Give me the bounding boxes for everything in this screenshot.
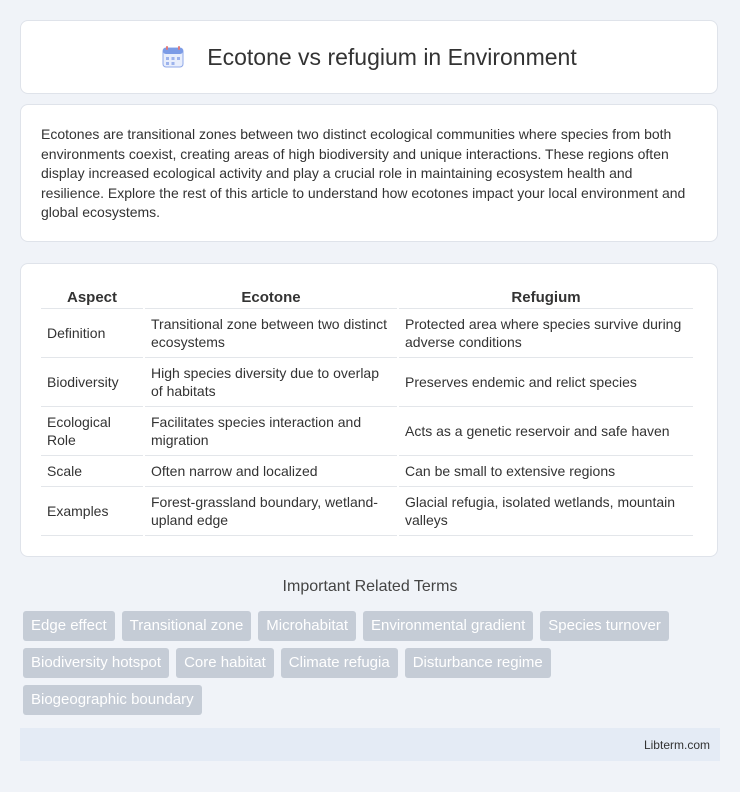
table-row: [41, 487, 693, 536]
cell-aspect: Examples: [41, 487, 143, 536]
related-term-tag[interactable]: Disturbance regime: [405, 648, 551, 678]
intro-card: [20, 104, 718, 242]
cell-refugium: Protected area where species survive during adverse conditions: [399, 309, 693, 358]
comparison-card: [20, 263, 718, 557]
table-row: [41, 358, 693, 407]
related-terms-list: [23, 611, 723, 715]
footer-site-link[interactable]: Libterm.com: [643, 737, 710, 752]
cell-refugium: Glacial refugia, isolated wetlands, mountain valleys: [399, 487, 693, 536]
table-row: [41, 407, 693, 456]
page-title: Ecotone vs refugium in Environment: [207, 43, 577, 70]
cell-aspect: Definition: [41, 309, 143, 358]
calendar-icon: [161, 45, 185, 69]
header-ecotone: Ecotone: [145, 286, 397, 309]
cell-aspect: Biodiversity: [41, 358, 143, 407]
cell-ecotone: Forest-grassland boundary, wetland-upland edge: [145, 487, 397, 536]
related-term-tag[interactable]: Microhabitat: [258, 611, 356, 641]
header-refugium: Refugium: [399, 286, 693, 309]
related-term-tag[interactable]: Biodiversity hotspot: [23, 648, 169, 678]
header-aspect: Aspect: [41, 286, 143, 309]
comparison-table: [39, 286, 695, 536]
cell-aspect: Scale: [41, 456, 143, 487]
related-term-tag[interactable]: Climate refugia: [281, 648, 398, 678]
header-card: [20, 20, 718, 94]
cell-ecotone: Facilitates species interaction and migration: [145, 407, 397, 456]
related-term-tag[interactable]: Core habitat: [176, 648, 274, 678]
cell-aspect: Ecological Role: [41, 407, 143, 456]
table-header-row: [41, 286, 693, 309]
related-terms-title: Important Related Terms: [282, 578, 458, 595]
cell-refugium: Acts as a genetic reservoir and safe haven: [399, 407, 693, 456]
cell-ecotone: High species diversity due to overlap of habitats: [145, 358, 397, 407]
related-term-tag[interactable]: Environmental gradient: [363, 611, 533, 641]
intro-text: Ecotones are transitional zones between two distinct ecological communities where species from both environments coexist, creating areas of high biodiversity and unique interactions. These regions often display increased ecological activity and play a crucial role in maintaining ecosystem health and resilience. Explore the rest of this article to understand how ecotones impact your local environment and global ecosystems.: [41, 126, 686, 221]
cell-ecotone: Transitional zone between two distinct ecosystems: [145, 309, 397, 358]
related-term-tag[interactable]: Species turnover: [540, 611, 669, 641]
cell-refugium: Preserves endemic and relict species: [399, 358, 693, 407]
related-term-tag[interactable]: Biogeographic boundary: [23, 685, 202, 715]
cell-refugium: Can be small to extensive regions: [399, 456, 693, 487]
table-row: [41, 309, 693, 358]
table-row: [41, 456, 693, 487]
footer: [20, 728, 720, 761]
related-term-tag[interactable]: Edge effect: [23, 611, 115, 641]
cell-ecotone: Often narrow and localized: [145, 456, 397, 487]
related-term-tag[interactable]: Transitional zone: [122, 611, 252, 641]
